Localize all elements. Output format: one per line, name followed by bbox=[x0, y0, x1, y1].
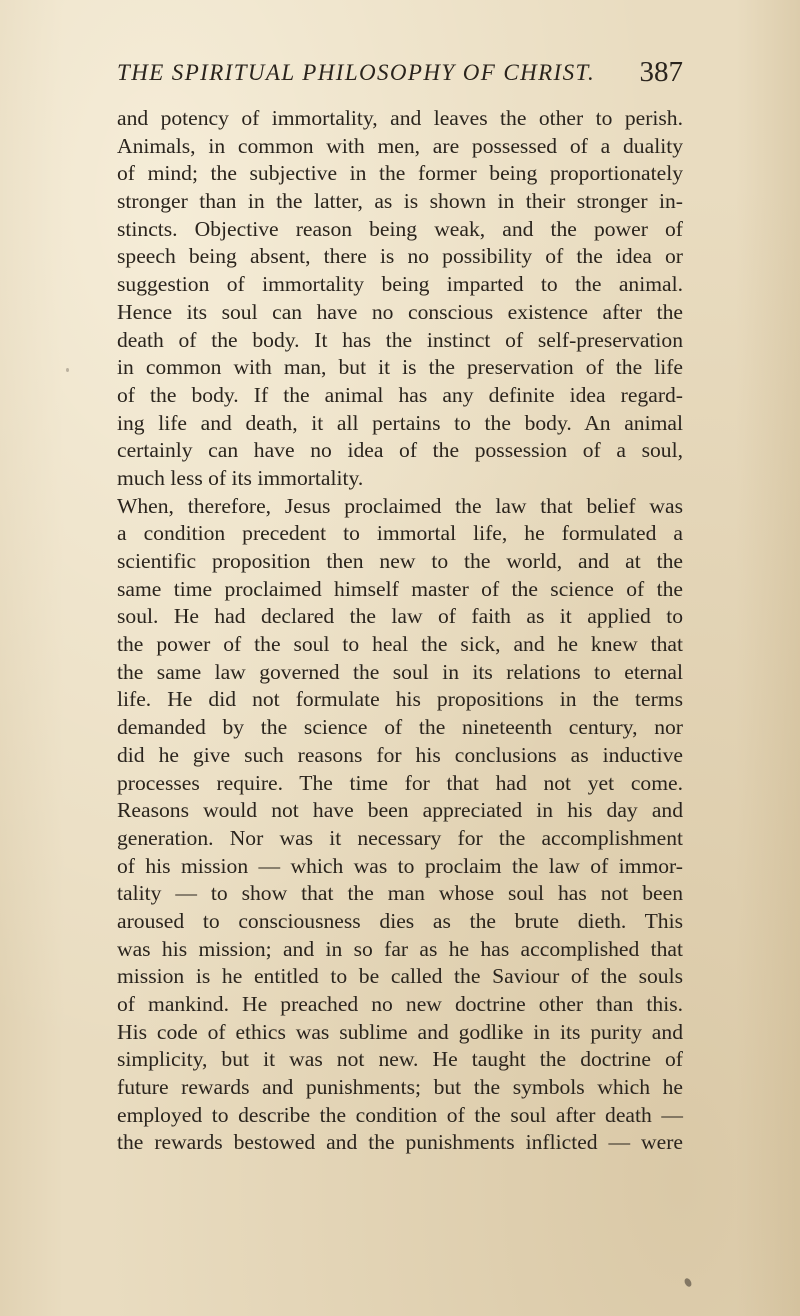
text-line: Animals, in common with men, are possessed of a duality bbox=[117, 133, 683, 158]
text-line: the same law governed the soul in its relations to eternal bbox=[117, 659, 683, 684]
ink-blemish bbox=[66, 368, 69, 372]
text-line: generation. Nor was it necessary for the accomplishment bbox=[117, 825, 683, 850]
text-line: simplicity, but it was not new. He taught the doctrine of bbox=[117, 1047, 683, 1072]
text-line: scientific proposition then new to the world, and at the bbox=[117, 549, 683, 573]
ink-blemish bbox=[683, 1277, 693, 1288]
body-text bbox=[117, 105, 683, 1157]
text-line: soul. He had declared the law of faith as it applied to bbox=[117, 604, 683, 629]
text-line: employed to describe the condition of the soul after death — bbox=[117, 1102, 683, 1127]
text-line: aroused to consciousness dies as the brute dieth. This bbox=[117, 908, 683, 933]
text-line: same time proclaimed himself master of the science of the bbox=[117, 576, 683, 601]
text-line: certainly can have no idea of the possession of a soul, bbox=[117, 438, 683, 463]
text-line: speech being absent, there is no possibility of the idea or bbox=[117, 244, 683, 269]
text-line: When, therefore, Jesus proclaimed the law that belief was bbox=[117, 493, 683, 518]
text-line: the rewards bestowed and the punishments inflicted — were bbox=[117, 1130, 683, 1155]
text-line: was his mission; and in so far as he has accomplished that bbox=[117, 936, 683, 961]
text-line: tality — to show that the man whose soul has not been bbox=[117, 881, 683, 906]
text-line: of mind; the subjective in the former being proportionately bbox=[117, 161, 683, 186]
text-line: and potency of immortality, and leaves the other to perish. bbox=[117, 106, 683, 130]
text-line: demanded by the science of the nineteenth century, nor bbox=[117, 715, 683, 740]
text-line: stronger than in the latter, as is shown in their stronger in- bbox=[117, 189, 683, 214]
text-line: future rewards and punishments; but the symbols which he bbox=[117, 1075, 683, 1100]
text-line: suggestion of immortality being imparted to the animal. bbox=[117, 272, 683, 297]
text-line: of the body. If the animal has any definite idea regard- bbox=[117, 382, 683, 407]
text-line: in common with man, but it is the preservation of the life bbox=[117, 355, 683, 380]
text-line: His code of ethics was sublime and godlike in its purity and bbox=[117, 1019, 683, 1044]
text-line: a condition precedent to immortal life, he formulated a bbox=[117, 521, 683, 546]
page-number: 387 bbox=[639, 56, 683, 88]
text-line: processes require. The time for that had not yet come. bbox=[117, 770, 683, 795]
text-line: ing life and death, it all pertains to the body. An animal bbox=[117, 410, 683, 435]
text-line: stincts. Objective reason being weak, and the power of bbox=[117, 216, 683, 241]
text-line: much less of its immortality. bbox=[117, 465, 364, 490]
text-line: death of the body. It has the instinct of self-preservation bbox=[117, 327, 683, 352]
text-line: Reasons would not have been appreciated in his day and bbox=[117, 798, 683, 823]
text-line: life. He did not formulate his propositions in the terms bbox=[117, 687, 683, 712]
running-title: THE SPIRITUAL PHILOSOPHY OF CHRIST. bbox=[117, 60, 596, 85]
text-line: of mankind. He preached no new doctrine other than this. bbox=[117, 992, 683, 1016]
text-line: of his mission — which was to proclaim the law of immor- bbox=[117, 853, 683, 878]
text-line: Hence its soul can have no conscious existence after the bbox=[117, 299, 683, 324]
text-line: mission is he entitled to be called the Saviour of the souls bbox=[117, 964, 683, 989]
text-line: the power of the soul to heal the sick, and he knew that bbox=[117, 632, 683, 657]
text-line: did he give such reasons for his conclusions as inductive bbox=[117, 742, 683, 767]
running-head bbox=[117, 56, 683, 96]
